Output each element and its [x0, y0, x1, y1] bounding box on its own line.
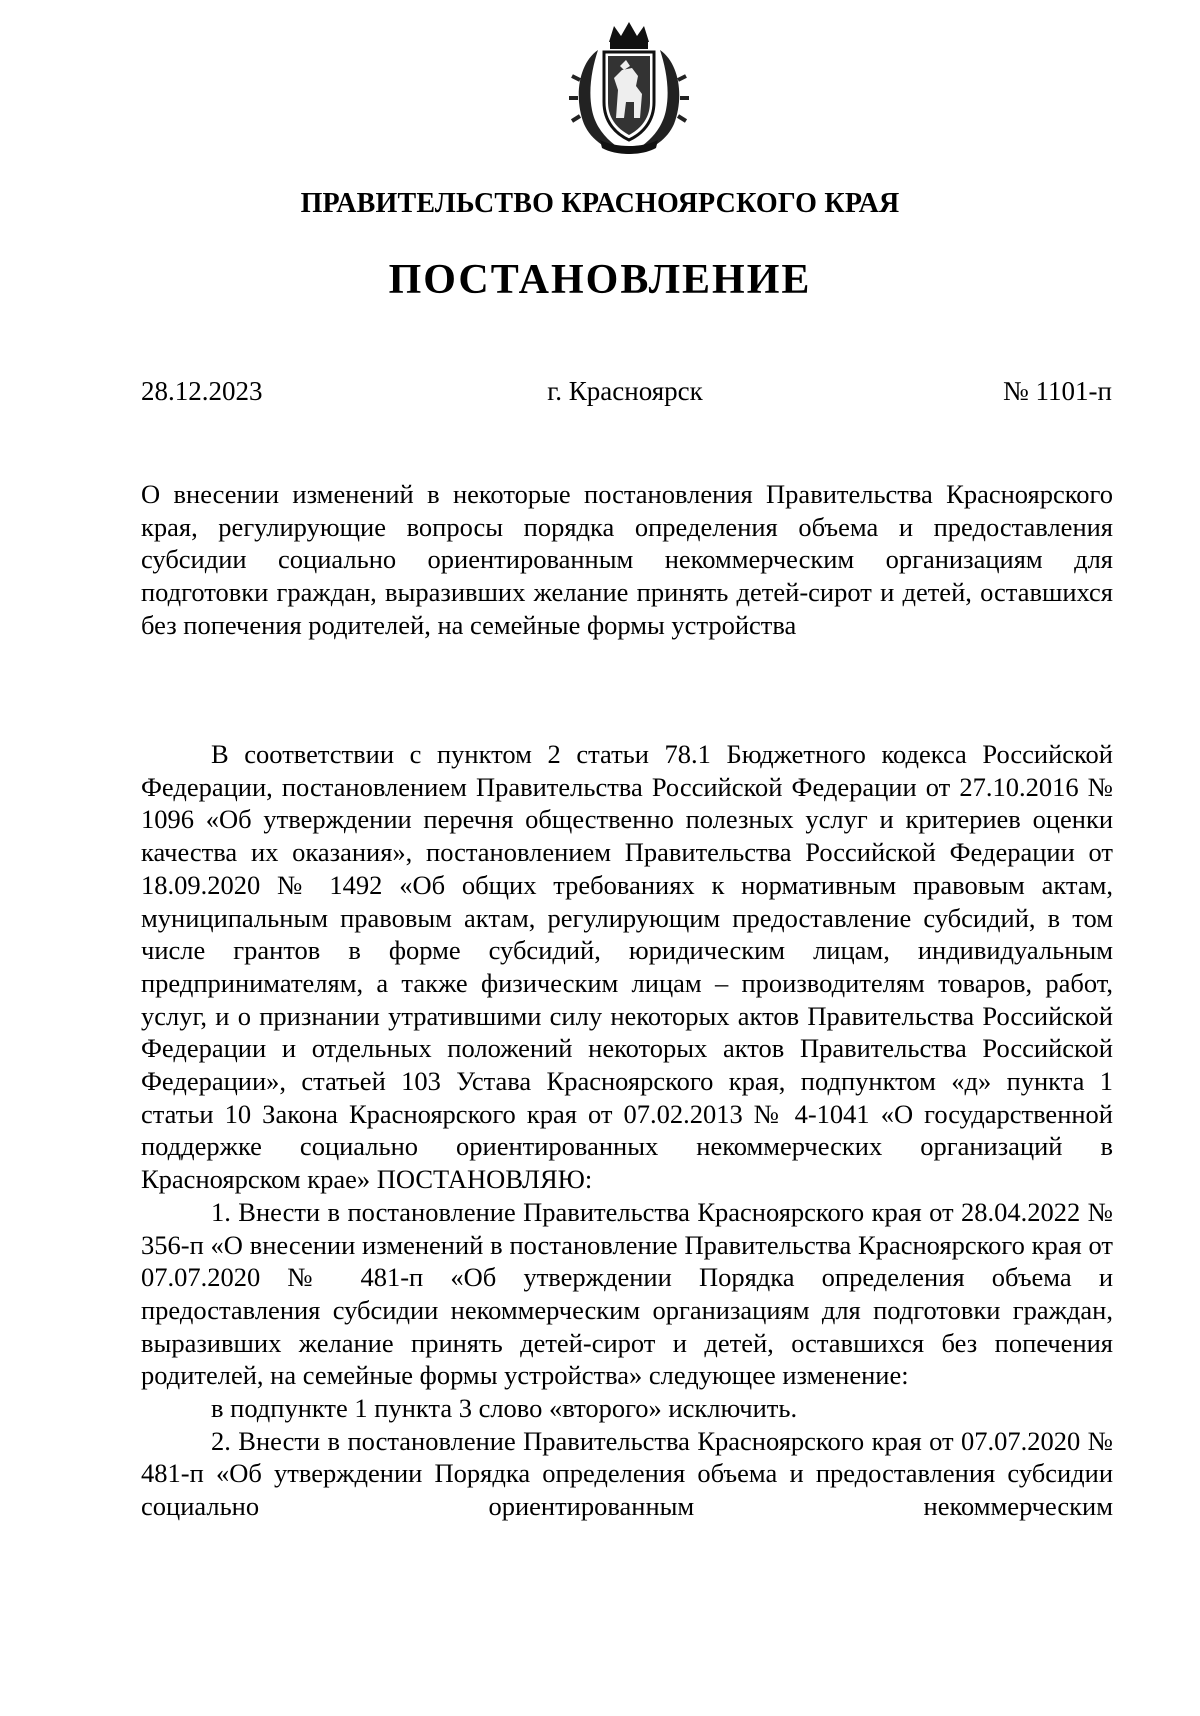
organization-name: ПРАВИТЕЛЬСТВО КРАСНОЯРСКОГО КРАЯ [300, 188, 900, 219]
document-title: О внесении изменений в некоторые постановления Правительства Красноярского края, регулирующие вопросы порядка определения объема и предоставления субсидии социально ориентированным некоммерческим организациям для подготовки граждан, выразивших желание принять детей-сирот и детей, оставшихся без попечения родителей, на семейные формы устройства [141, 479, 1113, 640]
coat-of-arms-icon [566, 20, 692, 158]
item-1-paragraph: 1. Внести в постановление Правительства Красноярского края от 28.04.2022 № 356-п «О внесении изменений в постановление Правительства Красноярского края от 07.07.2020 № 481-п «Об утверждении Порядка определения объема и предоставления субсидии некоммерческим организациям для подготовки граждан, выразивших желание принять детей-сирот и детей, оставшихся без попечения родителей, на семейные формы устройства» следующее изменение: [141, 1196, 1113, 1391]
item-2-paragraph: 2. Внести в постановление Правительства Красноярского края от 07.07.2020 № 481-п «Об утверждении Порядка определения объема и предоставления субсидии социально ориентированным некоммерческим [141, 1425, 1113, 1522]
coat-of-arms-emblem [566, 20, 692, 158]
document-place: г. Красноярск [547, 376, 703, 406]
document-number: № 1101-п [1003, 376, 1112, 406]
document-body [141, 738, 1113, 1523]
item-1-detail-paragraph: в подпункте 1 пункта 3 слово «второго» исключить. [211, 1393, 798, 1424]
preamble-paragraph: В соответствии с пунктом 2 статьи 78.1 Бюджетного кодекса Российской Федерации, постановлением Правительства Российской Федерации от 27.10.2016 № 1096 «Об утверждении перечня общественно полезных услуг и критериев оценки качества их оказания», постановлением Правительства Российской Федерации от 18.09.2020 № 1492 «Об общих требованиях к нормативным правовым актам, муниципальным правовым актам, регулирующим предоставление субсидий, в том числе грантов в форме субсидий, юридическим лицам, индивидуальным предпринимателям, а также физическим лицам – производителям товаров, работ, услуг, и о признании утратившими силу некоторых актов Правительства Российской Федерации и отдельных положений некоторых актов Правительства Российской Федерации», статьей 103 Устава Красноярского края, подпунктом «д» пункта 1 статьи 10 Закона Красноярского края от 07.02.2013 № 4-1041 «О государственной поддержке социально ориентированных некоммерческих организаций в Красноярском крае» ПОСТАНОВЛЯЮ: [141, 739, 1113, 1195]
document-type: ПОСТАНОВЛЕНИЕ [388, 257, 812, 303]
document-date: 28.12.2023 [141, 376, 263, 406]
